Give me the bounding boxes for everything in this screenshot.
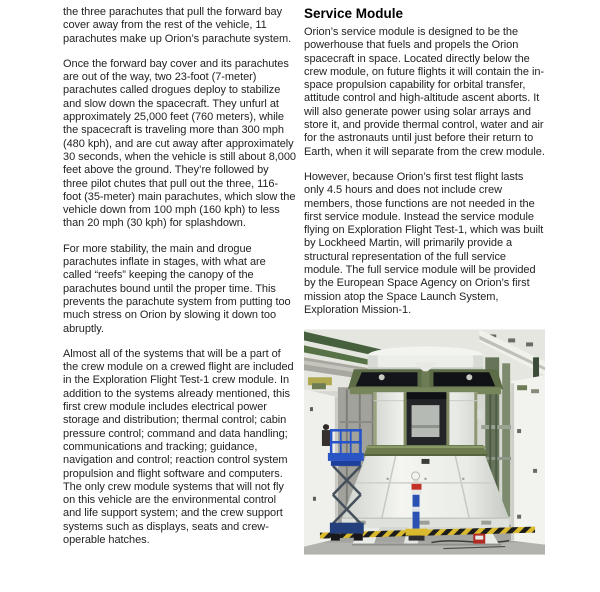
facility-photo	[304, 329, 545, 555]
paragraph: Once the forward bay cover and its parachutes are out of the way, two 23-foot (7-meter) parachutes called drogues deploy to stabilize and slow down the spacecraft. They unfurl at approximately 25,000 feet (760 meters), while the spacecraft is traveling more than 300 mph (480 kph), and are cut away after approximately 30 seconds, when the vehicle is still about 8,000 feet above the ground. They’re followed by three pilot chutes that pull out the three, 116-foot (35-meter) main parachutes, which slow the vehicle down from 100 mph (160 kph) to less than 20 mph (30 kph) for splashdown.	[63, 57, 296, 230]
left-column	[63, 6, 296, 559]
paragraph: For more stability, the main and drogue parachutes inflate in stages, with what are called “reefs” keeping the canopy of the parachutes bound until the proper time. This prevents the parachute system from putting too much stress on Orion by slowing it down too abruptly.	[63, 242, 291, 335]
paragraph: Almost all of the systems that will be a part of the crew module on a crewed flight are included in the Exploration Flight Test-1 crew module. In addition to the systems already mentioned, this first crew module includes electrical power storage and distribution; thermal control; cabin pressure control; command and data handling; communications and tracking; guidance, navigation and control; reaction control system propulsion and flight software and computers. The only crew module systems that will not fly on this vehicle are the environmental control and life support system; and the crew support systems such as displays, seats and crew-operable hatches.	[63, 347, 294, 546]
section-heading: Service Module	[304, 6, 404, 21]
paragraph: the three parachutes that pull the forward bay cover away from the rest of the vehicle, 11 parachutes make up Orion’s parachute system.	[63, 6, 292, 45]
paragraph: Orion’s service module is designed to be the powerhouse that fuels and propels the Orion spacecraft in space. Located directly below the crew module, on future flights it will contain the in-space propulsion capability for orbital transfer, attitude control and high-altitude ascent aborts. It will also generate power using solar arrays and store it, and provide thermal control, water and air for the astronauts until just before their return to Earth, when it will separate from the crew module.	[304, 26, 545, 158]
facility-photo-illustration	[304, 329, 545, 555]
paragraph: However, because Orion’s first test flight lasts only 4.5 hours and does not include crew members, those functions are not needed in the first service module. Instead the service module flying on Exploration Flight Test-1, which was built by Lockheed Martin, will primarily provide a structural representation of the full service module. The full service module will be provided by the European Space Agency on Orion’s first mission atop the Space Launch System, Exploration Mission-1.	[304, 170, 544, 316]
right-column	[304, 6, 545, 555]
